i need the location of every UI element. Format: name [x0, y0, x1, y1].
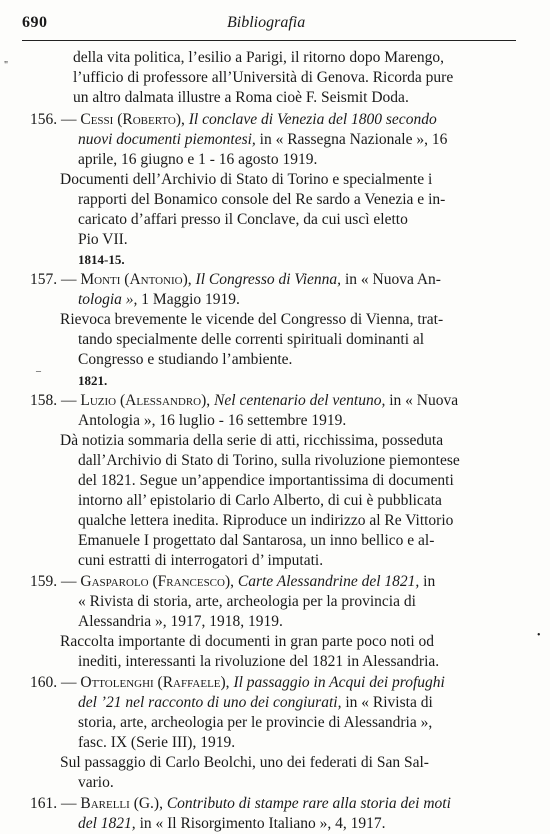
text-line — [60, 170, 432, 190]
text-run: 158. — — [30, 392, 81, 409]
margin-dot: • — [537, 630, 541, 641]
text-run: inediti, interessanti la rivoluzione del 1821 in Alessandria. — [78, 653, 440, 670]
text-run: Il conclave di Venezia del 1800 secondo — [188, 111, 437, 128]
text-line — [30, 270, 441, 290]
text-run: Antologia », 16 luglio - 16 settembre 1919. — [78, 412, 347, 429]
text-run: del 1821, — [78, 815, 136, 832]
text-run: fasc. IX (Serie III), 1919. — [78, 734, 236, 751]
text-run: un altro dalmata illustre a Roma cioè F. Seismit Doda. — [73, 89, 409, 106]
header-rule — [22, 40, 516, 41]
text-run: 157. — — [30, 271, 81, 288]
text-line — [30, 794, 451, 814]
text-run: intorno all’ epistolario di Carlo Alberto, di cui è pubblicata — [78, 492, 442, 509]
text-line — [78, 471, 454, 491]
margin-mark: " — [4, 60, 9, 71]
text-line — [78, 230, 128, 250]
text-run: cuni estratti di interrogatori d’ imputati. — [78, 552, 324, 569]
text-run: storia, arte, archeologia per le provincie di Alessandria », — [78, 714, 433, 731]
text-run: 161. — — [30, 795, 81, 812]
text-line — [78, 330, 424, 350]
text-line — [30, 572, 435, 592]
text-line — [78, 371, 107, 391]
text-run: in « Il Risorgimento Italiano », 4, 1917. — [135, 815, 386, 832]
text-run: 1 Maggio 1919. — [137, 291, 240, 308]
text-run: in « Nuova An- — [341, 271, 441, 288]
text-run: dall’Archivio di Stato di Torino, sulla rivoluzione piemontese — [78, 452, 460, 469]
text-run: in « Rassegna Nazionale », 16 — [255, 131, 448, 148]
page-header — [22, 8, 520, 38]
text-run: Alessandria », 1917, 1918, 1919. — [78, 613, 283, 630]
text-line — [78, 693, 433, 713]
text-line — [78, 350, 292, 370]
page-number: 690 — [22, 14, 48, 31]
text-run: Ottolenghi (Raffaele), — [80, 674, 230, 691]
text-line — [78, 491, 442, 511]
text-run: rapporti del Bonamico console del Re sardo a Venezia e in- — [78, 191, 446, 208]
text-run: tologia », — [78, 291, 138, 308]
text-run: del 1821. Segue un’appendice importantissima di documenti — [78, 472, 454, 489]
text-run: l’ufficio di professore all’Università di Genova. Ricorda pure — [73, 69, 454, 86]
text-line — [60, 431, 443, 451]
text-line — [60, 310, 443, 330]
text-run: in « Rivista di — [341, 694, 433, 711]
text-run: Rievoca brevemente le vicende del Congresso di Vienna, trat- — [60, 311, 444, 328]
text-line — [78, 612, 283, 632]
text-run: tando specialmente delle correnti spirituali dominanti al — [78, 331, 425, 348]
text-line — [60, 632, 434, 652]
text-run: Carte Alessandrine del 1821, — [237, 573, 420, 590]
text-run: Barelli (G.), — [80, 795, 163, 812]
text-run: Emanuele I progettato dal Santarosa, un inno bellico e al- — [78, 532, 435, 549]
text-line — [78, 250, 125, 270]
text-run: 1821. — [78, 373, 108, 388]
text-line — [78, 190, 445, 210]
text-line — [78, 451, 460, 471]
text-run: Il passaggio in Acqui dei profughi — [233, 674, 445, 691]
text-run: del ’21 nel racconto di uno dei congiurati, — [78, 694, 342, 711]
text-line — [30, 673, 445, 693]
text-line — [78, 511, 453, 531]
text-run: in « Nuova — [385, 392, 459, 409]
text-run: 159. — — [30, 573, 81, 590]
margin-dash: – — [36, 366, 41, 377]
text-run: Monti (Antonio), — [80, 271, 192, 288]
text-line — [78, 814, 386, 834]
text-run: 1814-15. — [78, 252, 125, 267]
text-run: Il Congresso di Vienna, — [195, 271, 342, 288]
text-run: 156. — — [30, 111, 81, 128]
text-run: nuovi documenti piemontesi, — [78, 131, 256, 148]
text-run: Sul passaggio di Carlo Beolchi, uno dei federati di San Sal- — [60, 754, 429, 771]
text-line — [78, 150, 317, 170]
text-line — [78, 531, 434, 551]
text-run: Pio VII. — [78, 231, 128, 248]
text-run: qualche lettera inedita. Riproduce un indirizzo al Re Vittorio — [78, 512, 454, 529]
text-line — [60, 753, 429, 773]
text-run: vario. — [78, 774, 114, 791]
text-line — [30, 110, 437, 130]
text-line — [73, 48, 444, 68]
text-run: aprile, 16 giugno e 1 - 16 agosto 1919. — [78, 151, 318, 168]
text-line — [73, 68, 453, 88]
text-line — [78, 652, 439, 672]
text-line — [78, 592, 416, 612]
text-line — [30, 391, 458, 411]
text-line — [78, 290, 240, 310]
text-run: Luzio (Alessandro), — [80, 392, 211, 409]
text-run: Dà notizia sommaria della serie di atti, ricchissima, posseduta — [60, 432, 444, 449]
running-title: Bibliografia — [227, 14, 306, 31]
text-line — [78, 130, 447, 150]
text-run: Congresso e studiando l’ambiente. — [78, 351, 293, 368]
text-run: Raccolta importante di documenti in gran parte poco noti od — [60, 633, 435, 650]
text-line — [73, 88, 409, 108]
text-line — [78, 411, 346, 431]
text-run: « Rivista di storia, arte, archeologia per la provincia di — [78, 593, 416, 610]
text-line — [78, 551, 323, 571]
text-line — [78, 713, 432, 733]
text-run: Gasparolo (Francesco), — [80, 573, 234, 590]
text-run: Contributo di stampe rare alla storia dei moti — [166, 795, 451, 812]
text-run: 160. — — [30, 674, 81, 691]
text-run: caricato d’affari presso il Conclave, da cui uscì eletto — [78, 211, 408, 228]
text-run: della vita politica, l’esilio a Parigi, il ritorno dopo Marengo, — [73, 49, 445, 66]
text-run: Documenti dell’Archivio di Stato di Torino e specialmente i — [60, 171, 433, 188]
text-line — [78, 210, 408, 230]
text-run: in — [419, 573, 436, 590]
text-line — [78, 773, 114, 793]
text-run: Cessi (Roberto), — [80, 111, 185, 128]
text-line — [78, 733, 235, 753]
text-run: Nel centenario del ventuno, — [214, 392, 386, 409]
